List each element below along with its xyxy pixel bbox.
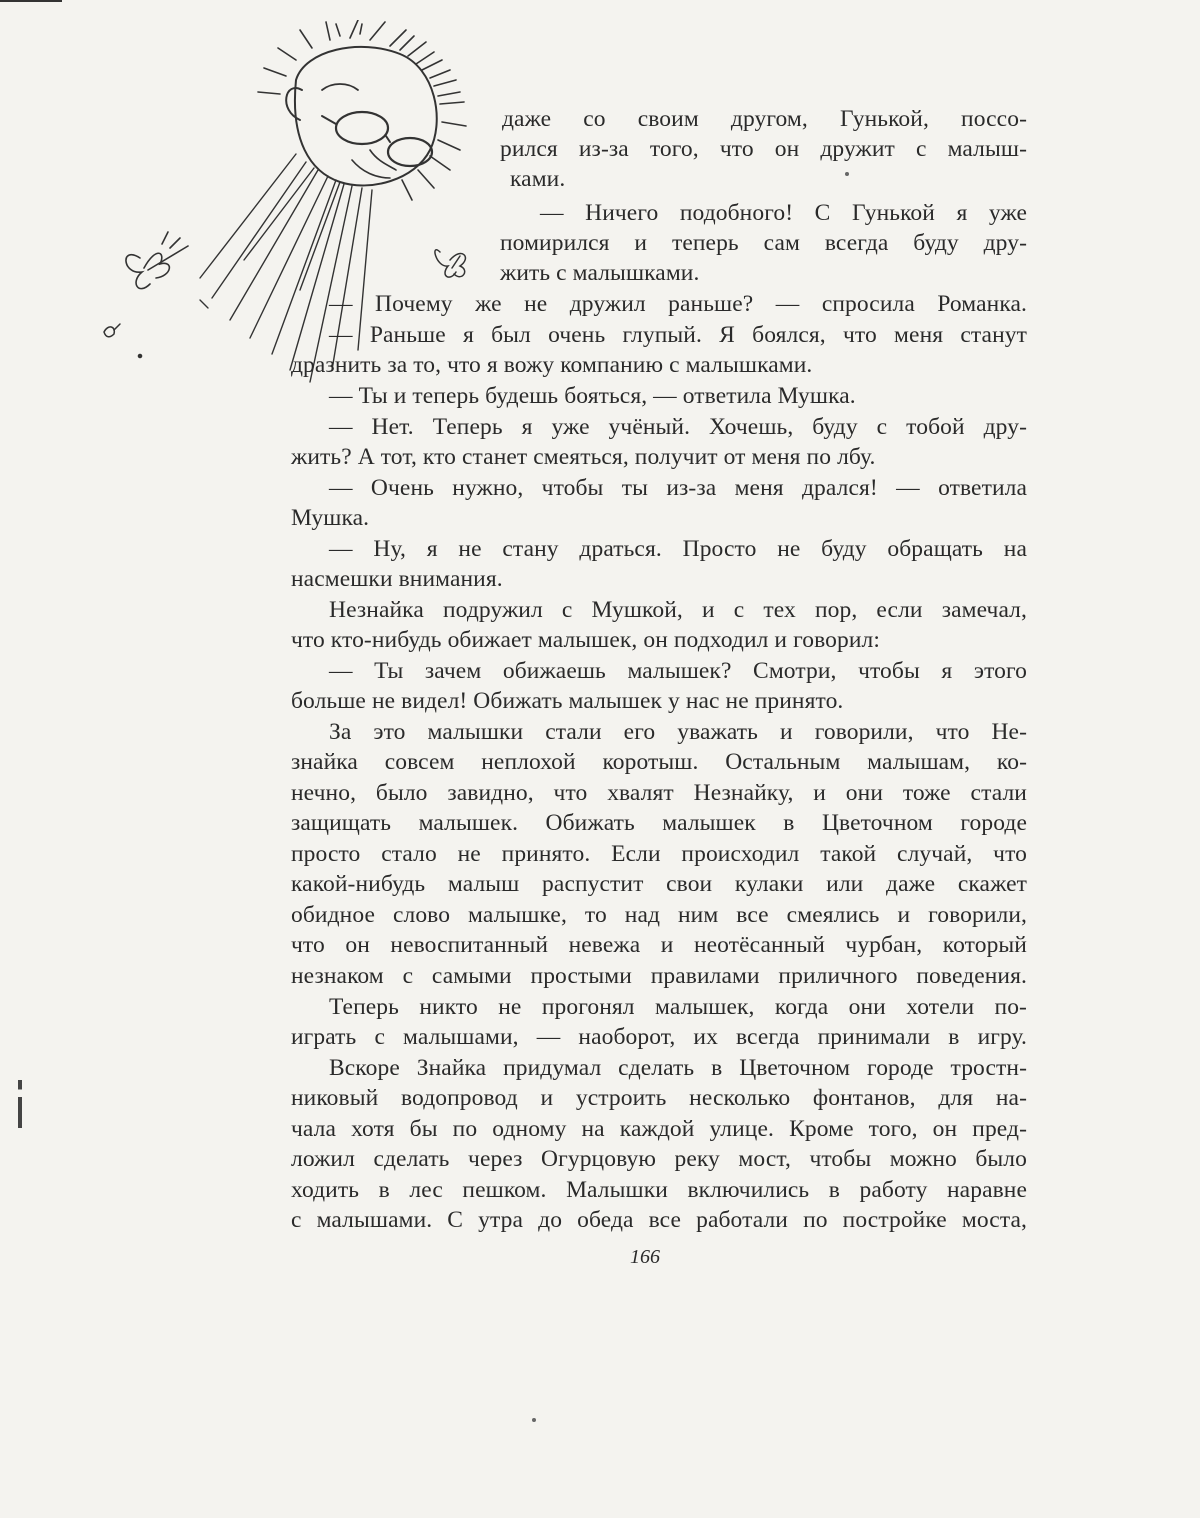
text-line: никовый водопровод и устроить несколько фонтанов, для на- [291,1085,1027,1111]
scan-speck [845,172,849,176]
text-line: насмешки внимания. [291,566,503,592]
text-line: незнаком с самыми простыми правилами приличного поведения. [291,963,1027,989]
text-line: обидное слово малышке, то над ним все смеялись и говорили, [291,902,1027,928]
text-line: — Ты и теперь будешь бояться, — ответила Мушка. [329,383,856,409]
text-line: жить с малышками. [500,260,700,286]
text-line: чала хотя бы по одному на каждой улице. Кроме того, он пред- [291,1116,1027,1142]
text-line: защищать малышек. Обижать малышек в Цветочном городе [291,810,1027,836]
text-line: дразнить за то, что я вожу компанию с малышками. [291,352,813,378]
text-line: — Очень нужно, чтобы ты из-за меня дрался! — ответила [329,475,1027,501]
scan-edge-mark [0,0,62,2]
text-line: ходить в лес пешком. Малышки включились в работу наравне [291,1177,1027,1203]
page-number: 166 [630,1246,660,1268]
text-line: За это малышки стали его уважать и говорили, что Не- [329,719,1027,745]
text-line: что кто-нибудь обижает малышек, он подходил и говорил: [291,627,880,653]
text-line: — Ты зачем обижаешь малышек? Смотри, чтобы я этого [329,658,1027,684]
text-line: помирился и теперь сам всегда буду дру- [500,230,1027,256]
text-line: Незнайка подружил с Мушкой, и с тех пор, если замечал, [329,597,1027,623]
text-line: — Ничего подобного! С Гунькой я уже [540,200,1027,226]
text-line: — Почему же не дружил раньше? — спросила Романка. [329,291,1027,317]
text-line: Вскоре Знайка придумал сделать в Цветочном городе тростн- [329,1055,1027,1081]
text-line: играть с малышами, — наоборот, их всегда принимали в игру. [291,1024,1027,1050]
text-line: жить? А тот, кто станет смеяться, получит от меня по лбу. [291,444,876,470]
text-line: больше не видел! Обижать малышек у нас не принято. [291,688,844,714]
text-line: ложил сделать через Огурцовую реку мост, чтобы можно было [291,1146,1027,1172]
text-line: просто стало не принято. Если происходил такой случай, что [291,841,1027,867]
text-line: Мушка. [291,505,370,531]
text-line: даже со своим другом, Гунькой, поссо- [502,106,1027,132]
text-line: рился из-за того, что он дружит с малыш- [500,136,1027,162]
text-line: с малышами. С утра до обеда все работали по постройке моста, [291,1207,1027,1233]
text-line: какой-нибудь малыш распустит свои кулаки или даже скажет [291,871,1027,897]
text-line: Теперь никто не прогонял малышек, когда они хотели по- [329,994,1027,1020]
text-line: нечно, было завидно, что хвалят Незнайку, и они тоже стали [291,780,1027,806]
text-line: знайка совсем неплохой коротыш. Остальным малышам, ко- [291,749,1027,775]
text-line: — Ну, я не стану драться. Просто не буду обращать на [329,536,1027,562]
scan-speck [532,1418,536,1422]
text-line: ками. [510,166,566,192]
binder-hole-mark [18,1080,22,1128]
text-line: что он невоспитанный невежа и неотёсанный чурбан, который [291,932,1027,958]
text-line: — Нет. Теперь я уже учёный. Хочешь, буду с тобой дру- [329,414,1027,440]
text-line: — Раньше я был очень глупый. Я боялся, что меня станут [329,322,1027,348]
